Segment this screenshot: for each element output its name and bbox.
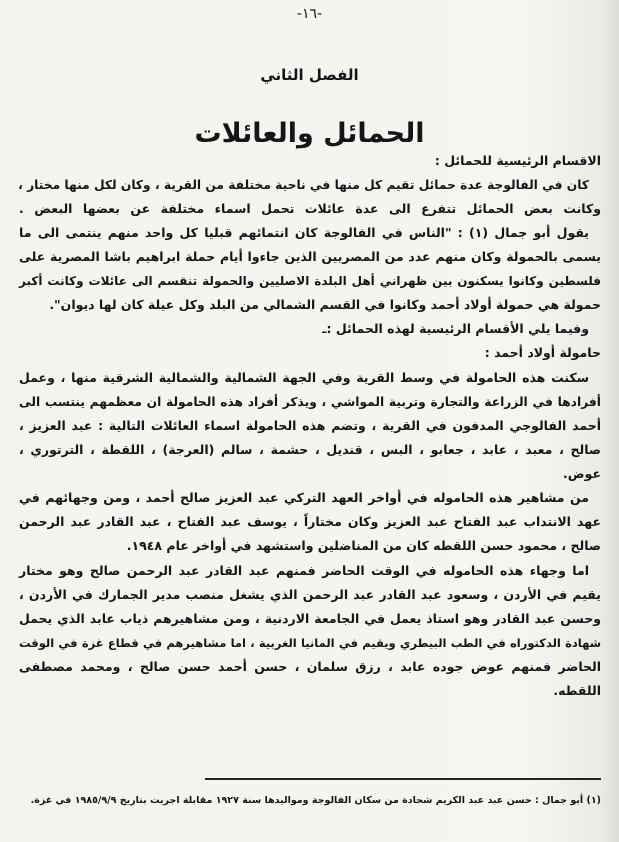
text-line: أحمد الفالوجي المدفون في القرية ، وتضم هذه الحامولة اسماء العائلات التالية : عبد العزيز ، xyxy=(19,418,601,433)
text-line: سكنت هذه الحامولة في وسط القرية وفي الجهة الشمالية والشمالية الشرقية منها ، وعمل xyxy=(19,370,589,385)
text-line: وكانت بعض الحمائل تتفرع الى عدة عائلات تحمل اسماء مختلفة عن بعضها البعض . xyxy=(19,201,601,216)
text-line: وحسن عبد القادر وهو استاذ يعمل في الجامعة الاردنية ، ومن مشاهيرهم ذياب عابد الذي يحمل xyxy=(19,611,601,626)
text-line: حمولة هي حمولة أولاد أحمد وكانوا في القسم الشمالي من البلد وكل عيلة كان لها ديوان". xyxy=(49,297,601,312)
text-line: وفيما يلي الأقسام الرئيسية لهذه الحمائل :ـ xyxy=(322,321,589,336)
text-line: يسمى بالحمولة وكان منهم عدد من المصريين الذين جاءوا أيام حملة ابراهيم باشا المصرية على xyxy=(19,249,601,264)
text-line: اللقطه. xyxy=(553,683,601,698)
page-number: -١٦- xyxy=(296,6,323,22)
text-line: فلسطين وكانوا يسكنون بين ظهراني أهل البلدة الاصليين والحمولة تنقسم الى عائلات وكانت أكبر xyxy=(19,274,601,288)
text-line: عهد الانتداب عبد الفتاح عبد العزيز وكان مختاراً ، يوسف عبد الفتاح ، عبد القادر عبد الرحمن xyxy=(19,514,601,529)
chapter-label: الفصل الثاني xyxy=(260,66,359,84)
text-line: يقيم في الأردن ، وسعود عبد القادر عبد الرحمن الذي يشغل منصب مدير الجمارك في الأردن ، xyxy=(19,587,601,602)
text-line: كان في الفالوجة عدة حمائل تقيم كل منها في ناحية مختلفة من القرية ، وكان لكل منها مختار ، xyxy=(18,178,589,192)
footnote: (١) أبو جمال : حسن عبد عبد الكريم شحادة من سكان الفالوجة ومواليدها سنة ١٩٢٧ مقابلة اجريت بتاريخ ١٩٨٥/٩/٩ في غزة. xyxy=(30,795,601,806)
text-line: صالح ، معبد ، عابد ، جعابو ، البس ، قنديل ، حشمة ، سالم (العرجة) ، اللقطة ، الترتوري ، xyxy=(19,442,601,457)
text-line: حامولة أولاد أحمد : xyxy=(484,345,601,360)
text-line: صالح ، محمود حسن اللقطه كان من المناضلين واستشهد في أواخر عام ١٩٤٨. xyxy=(126,538,601,553)
text-line: اما وجهاء هذه الحاموله في الوقت الحاضر فمنهم عبد القادر عبد الرحمن صالح وهو مختار xyxy=(19,563,589,578)
text-line: شهادة الدكتوراه في الطب البيطري ويقيم في المانيا الغربية ، اما مشاهيرهم في قطاع غزة في الوقت xyxy=(19,636,601,650)
text-line: أفرادها في الزراعة والتجارة وتربية المواشي ، ويذكر أفراد هذه الحامولة ان معظمهم ينتسب الى xyxy=(19,395,601,409)
text-line: عوض. xyxy=(563,466,601,481)
text-line: من مشاهير هذه الحاموله في أواخر العهد التركي عبد العزيز صالح أحمد ، ومن وجهائهم في xyxy=(19,490,589,505)
text-line: يقول أبو جمال (١) : "الناس في الفالوجة كان انتمائهم قبليا كل واحد منهم ينتمى الى ما xyxy=(19,225,590,240)
footnote-divider xyxy=(205,778,601,780)
text-line: الحاضر فمنهم عوض جوده عابد ، رزق سلمان ، حسن أحمد حسن صالح ، ومحمد مصطفى xyxy=(19,659,601,674)
page-title: الحمائل والعائلات xyxy=(194,118,425,149)
text-line: الاقسام الرئيسية للحمائل : xyxy=(434,153,601,168)
